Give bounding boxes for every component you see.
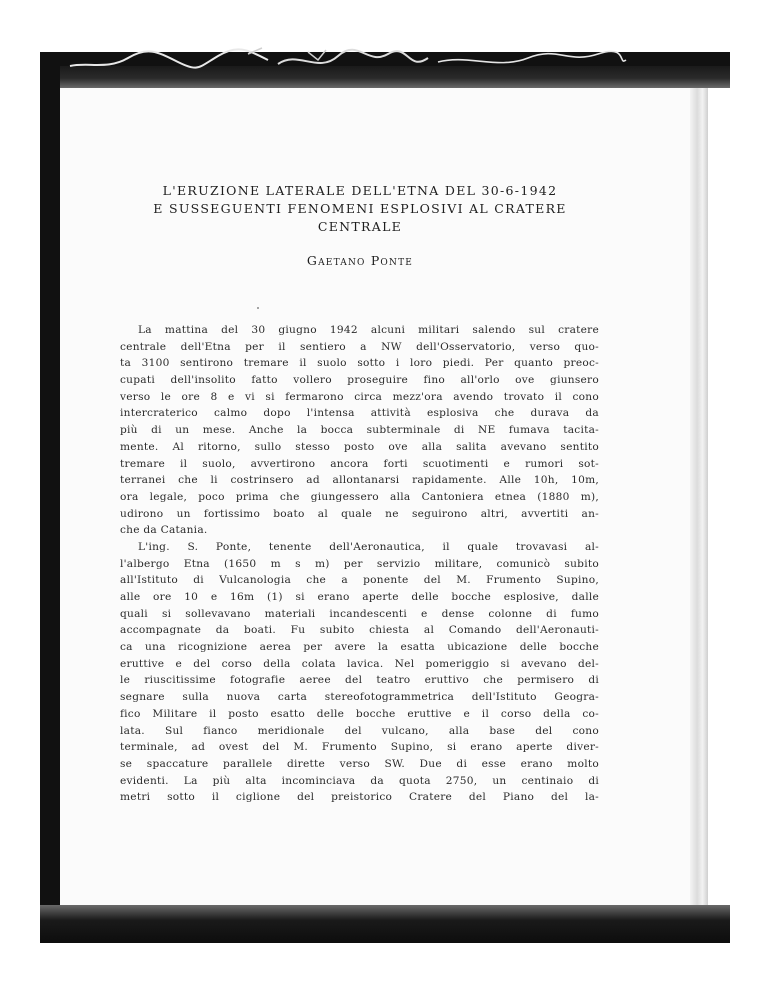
author-name: Gaetano Ponte: [306, 253, 414, 268]
body-line: metri sotto il ciglione del preistorico Cratere del Piano del la-: [120, 791, 599, 804]
body-line: mente. Al ritorno, sullo stesso posto ove alla salita avevano sentito: [120, 440, 599, 453]
article-title: [100, 182, 620, 236]
title-line: CENTRALE: [317, 219, 403, 234]
handwritten-scribble: [68, 44, 628, 80]
body-line: ta 3100 sentirono tremare il suolo sotto i loro piedi. Per quanto preoc-: [120, 357, 599, 370]
body-line: terminale, ad ovest del M. Frumento Supino, si erano aperte diver-: [120, 741, 599, 754]
body-line: terranei che li costrinsero ad allontanarsi rapidamente. Alle 10h, 10m,: [120, 474, 599, 487]
body-line: intercraterico calmo dopo l'intensa attività esplosiva che durava da: [120, 407, 599, 420]
body-line: eruttive e del corso della colata lavica. Nel pomeriggio si avevano del-: [120, 657, 599, 670]
body-line: accompagnate da boati. Fu subito chiesta al Comando dell'Aeronauti-: [120, 624, 599, 637]
body-line: verso le ore 8 e vi si fermarono circa mezz'ora avendo trovato il cono: [120, 390, 599, 403]
body-line: alle ore 10 e 16m (1) si erano aperte delle bocche esplosive, dalle: [120, 591, 599, 604]
body-line: udirono un fortissimo boato al quale ne seguirono altri, avvertiti an-: [120, 507, 599, 520]
stray-mark: [257, 307, 259, 309]
scan-border-bottom: [40, 905, 730, 943]
title-line: L'ERUZIONE LATERALE DELL'ETNA DEL 30-6-1942: [162, 183, 558, 198]
body-line: segnare sulla nuova carta stereofotogrammetrica dell'Istituto Geogra-: [120, 691, 599, 704]
body-line: più di un mese. Anche la bocca subterminale di NE fumava tacita-: [120, 424, 599, 437]
body-line: ora legale, poco prima che giungessero alla Cantoniera etnea (1880 m),: [120, 490, 599, 503]
body-line: La mattina del 30 giugno 1942 alcuni militari salendo sul cratere: [138, 324, 599, 336]
body-line: fico Militare il posto esatto delle bocche eruttive e il corso della co-: [120, 707, 599, 720]
body-line: evidenti. La più alta incominciava da quota 2750, un centinaio di: [120, 774, 599, 787]
body-line: tremare il suolo, avvertirono ancora forti scuotimenti e rumori sot-: [120, 457, 599, 470]
body-line: quali si sollevavano materiali incandescenti e dense colonne di fumo: [120, 607, 599, 620]
page-edge-shadow: [690, 74, 708, 914]
body-line: lata. Sul fianco meridionale del vulcano, alla base del cono: [120, 724, 599, 737]
body-line: l'albergo Etna (1650 m s m) per servizio militare, comunicò subito: [120, 557, 599, 570]
body-line: centrale dell'Etna per il sentiero a NW dell'Osservatorio, verso quo-: [120, 340, 599, 353]
article-body: [120, 322, 599, 806]
body-line: cupati dell'insolito fatto vollero proseguire fino all'orlo ove giunsero: [120, 374, 599, 387]
body-line: all'Istituto di Vulcanologia che a ponente del M. Frumento Supino,: [120, 574, 599, 587]
body-line: le riuscitissime fotografie aeree del teatro eruttivo che permisero di: [120, 674, 599, 687]
title-line: E SUSSEGUENTI FENOMENI ESPLOSIVI AL CRATERE: [153, 201, 567, 216]
body-line: L'ing. S. Ponte, tenente dell'Aeronautica, il quale trovavasi al-: [138, 540, 599, 553]
body-line: che da Catania.: [120, 524, 208, 537]
body-line: ca una ricognizione aerea per avere la esatta ubicazione delle bocche: [120, 641, 599, 654]
body-line: se spaccature parallele dirette verso SW. Due di esse erano molto: [120, 757, 599, 770]
scan-border-left: [40, 52, 60, 942]
